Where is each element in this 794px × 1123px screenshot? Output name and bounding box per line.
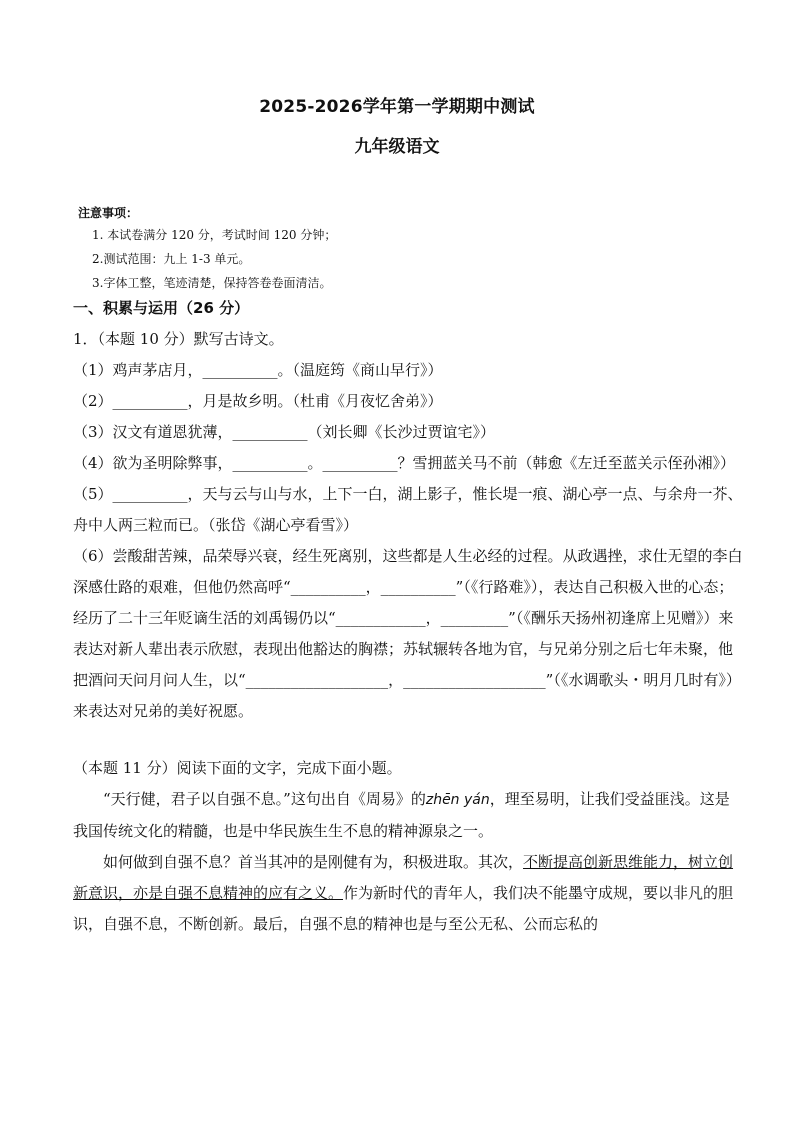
notes-heading: 注意事项： [78,206,139,220]
question-1-part-2: （2）__________，月是故乡明。（杜甫《月夜忆舍弟》） [73,392,443,410]
question-1-part-5: （5）__________，天与云与山与水，上下一白，湖上影子，惟长堤一痕、湖心亭一点、与余舟一芥、舟中人两三粒而已。（张岱《湖心亭看雪》） [73,485,743,534]
note-item-2: 2.测试范围：九上 1-3 单元。 [92,252,251,266]
spacer [73,727,743,753]
exam-content [73,293,743,940]
note-item-3: 3.字体工整，笔迹清楚，保持答卷卷面清洁。 [92,276,332,290]
section-heading: 一、积累与运用（26 分） [73,299,250,317]
exam-subtitle: 九年级语文 [354,137,440,157]
paragraph-1-text-a: “天行健，君子以自强不息。”这句出自《周易》的 [103,790,426,808]
note-item-1: 1. 本试卷满分 120 分，考试时间 120 分钟； [92,228,337,242]
notes-block [78,203,718,295]
question-2-stem: （本题 11 分）阅读下面的文字，完成下面小题。 [73,759,402,777]
question-1-stem: 1．（本题 10 分）默写古诗文。 [73,330,284,348]
exam-title: 2025-2026学年第一学期期中测试 [259,97,535,117]
reading-paragraph-1 [73,784,743,847]
pinyin-blank: zhēn yán [425,792,490,808]
paragraph-2-text-b: 作为新时代的青年人，我们决不能墨守成规，要以非凡的胆识，自强不息，不断创新。最后，自强不息的精神也是与至公无私、公而忘私的 [73,884,734,933]
question-1-part-4: （4）欲为圣明除弊事，__________。__________？雪拥蓝关马不前（韩愈《左迁至蓝关示侄孙湘》） [73,454,736,472]
underlined-sentence: 不断提高创新思维能力，树立创新意识，亦是自强不息精神的应有之义。 [73,853,734,902]
paragraph-2-text-a: 如何做到自强不息？首当其冲的是刚健有为，积极进取。其次， [103,853,524,871]
paragraph-1-text-b: ，理至易明，让我们受益匪浅。这是我国传统文化的精髓，也是中华民族生生不息的精神源泉之一。 [73,790,730,840]
question-1-part-3: （3）汉文有道恩犹薄，__________（刘长卿《长沙过贾谊宅》） [73,423,496,441]
reading-paragraph-2 [73,847,743,940]
question-1-part-1: （1）鸡声茅店月，__________。（温庭筠《商山早行》） [73,361,443,379]
question-1-part-6: （6）尝酸甜苦辣，品荣辱兴衰，经生死离别，这些都是人生必经的过程。从政遇挫，求仕无望的李白深感仕路的艰难，但他仍然高呼“__________，__________”（《行路难》），表达自己积极入世的心态；经历了二十三年贬谪生活的刘禹锡仍以“____________，_________”（《酬乐天扬州初逢席上见赠》）来表达对新人辈出表示欣慰，表现出他豁达的胸襟；苏轼辗转各地为官，与兄弟分别之后七年未聚，他把酒问天问月问人生，以“___________________，___________________”（《水调歌头・明月几时有》）来表达对兄弟的美好祝愿。 [73,547,743,720]
